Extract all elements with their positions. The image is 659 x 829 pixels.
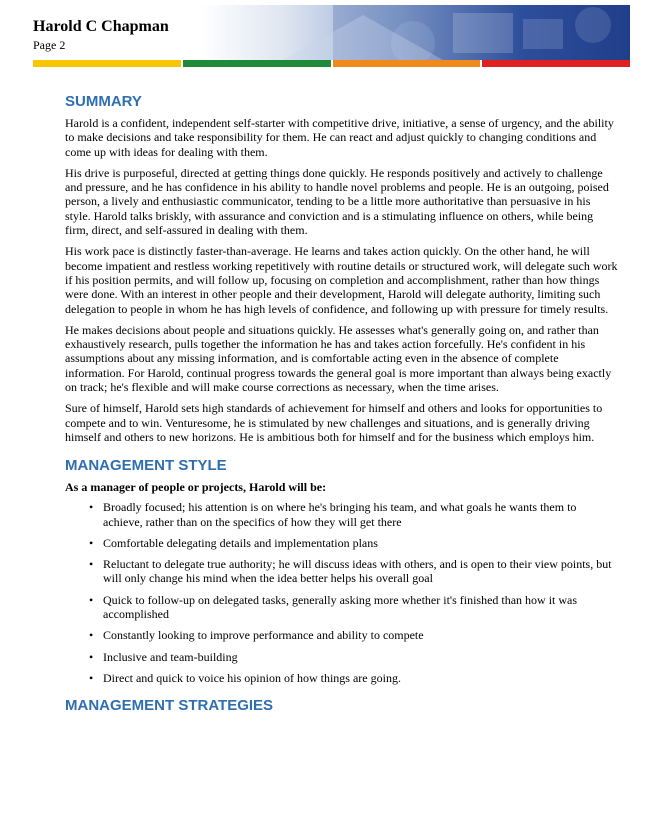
band-segment-green xyxy=(183,60,331,67)
bullet-icon: • xyxy=(89,592,94,607)
bullet-icon: • xyxy=(89,500,94,515)
list-item-text: Broadly focused; his attention is on where he's bringing his team, and what goals he wants them to achieve, rather than on the specifics of how they will get there xyxy=(103,500,577,529)
list-item-text: Direct and quick to voice his opinion of how things are going. xyxy=(103,670,401,685)
summary-paragraph: He makes decisions about people and situations quickly. He assesses what's generally going on, and rather than exhaustively research, pulls together the information he has and takes action forcefully. He's confident in his assumptions about any missing information, and is comfortable acting even in the absence of complete information. For Harold, continual progress towards the general goal is more important than always being exactly on track; he's flexible and will make course corrections as necessary, when the time arises. xyxy=(65,322,612,395)
summary-paragraph: Harold is a confident, independent self-starter with competitive drive, initiative, a sense of urgency, and the ability to make decisions and take responsibility for them. He can react and adjust quickly to changing conditions and come up with ideas for dealing with them. xyxy=(65,116,614,159)
band-segment-orange xyxy=(333,60,481,67)
page-header xyxy=(33,5,630,60)
band-segment-red xyxy=(482,60,630,67)
list-item xyxy=(65,536,618,550)
page-number: Page 2 xyxy=(33,38,66,52)
bullet-icon: • xyxy=(89,628,94,643)
list-item xyxy=(65,671,618,685)
list-item xyxy=(65,593,618,622)
candidate-name: Harold C Chapman xyxy=(33,18,169,35)
bullet-icon: • xyxy=(89,535,94,550)
summary-heading: SUMMARY xyxy=(65,93,142,110)
list-item-text: Quick to follow-up on delegated tasks, generally asking more whether it's finished than how it was accomplished xyxy=(103,592,578,622)
summary-paragraph: His work pace is distinctly faster-than-average. He learns and takes action quickly. On the other hand, he will become impatient and restless working repetitively with routine details or structured work, will delegate such work if his position permits, and will follow up, focusing on completion and accomplishment, rather than how things were done. With an interest in other people and their development, Harold will delegate authority, limiting such delegation to people in whom he has high levels of confidence, and following up with pressure for timely results. xyxy=(65,244,618,316)
band-segment-yellow xyxy=(33,60,181,67)
summary-paragraph: His drive is purposeful, directed at getting things done quickly. He responds positively and actively to challenge and pressure, and he has confidence in his ability to handle novel problems and people. He is an outgoing, poised person, a lively and enthusiastic communicator, tending to be a little more authoritative than persuasive in his style. Harold talks briskly, with assurance and conviction and is a stimulating influence on others, while being firm, direct, and self-assured in dealing with them. xyxy=(65,165,609,238)
bullet-icon: • xyxy=(89,649,94,664)
bullet-icon: • xyxy=(89,557,94,572)
management-style-list xyxy=(65,500,618,685)
report-content xyxy=(65,93,618,720)
bullet-icon: • xyxy=(89,670,94,685)
management-style-intro: As a manager of people or projects, Harold will be: xyxy=(65,480,327,495)
list-item-text: Reluctant to delegate true authority; he will discuss ideas with others, and is open to their view points, but will only change his mind when the idea better helps his overall goal xyxy=(103,557,612,586)
list-item-text: Comfortable delegating details and implementation plans xyxy=(103,535,378,550)
list-item-text: Constantly looking to improve performance and ability to compete xyxy=(103,628,424,643)
list-item xyxy=(65,628,618,642)
summary-paragraph: Sure of himself, Harold sets high standards of achievement for himself and others and looks for opportunities to compete and to win. Venturesome, he is stimulated by new challenges and situations, and is generally driving himself and others to new horizons. He is ambitious both for himself and for the business which employs him. xyxy=(65,401,603,444)
list-item-text: Inclusive and team-building xyxy=(103,649,238,664)
list-item xyxy=(65,650,618,664)
management-strategies-heading: MANAGEMENT STRATEGIES xyxy=(65,697,274,715)
list-item xyxy=(65,500,618,529)
management-style-heading: MANAGEMENT STYLE xyxy=(65,457,227,475)
header-color-band xyxy=(33,60,630,67)
list-item xyxy=(65,557,618,586)
